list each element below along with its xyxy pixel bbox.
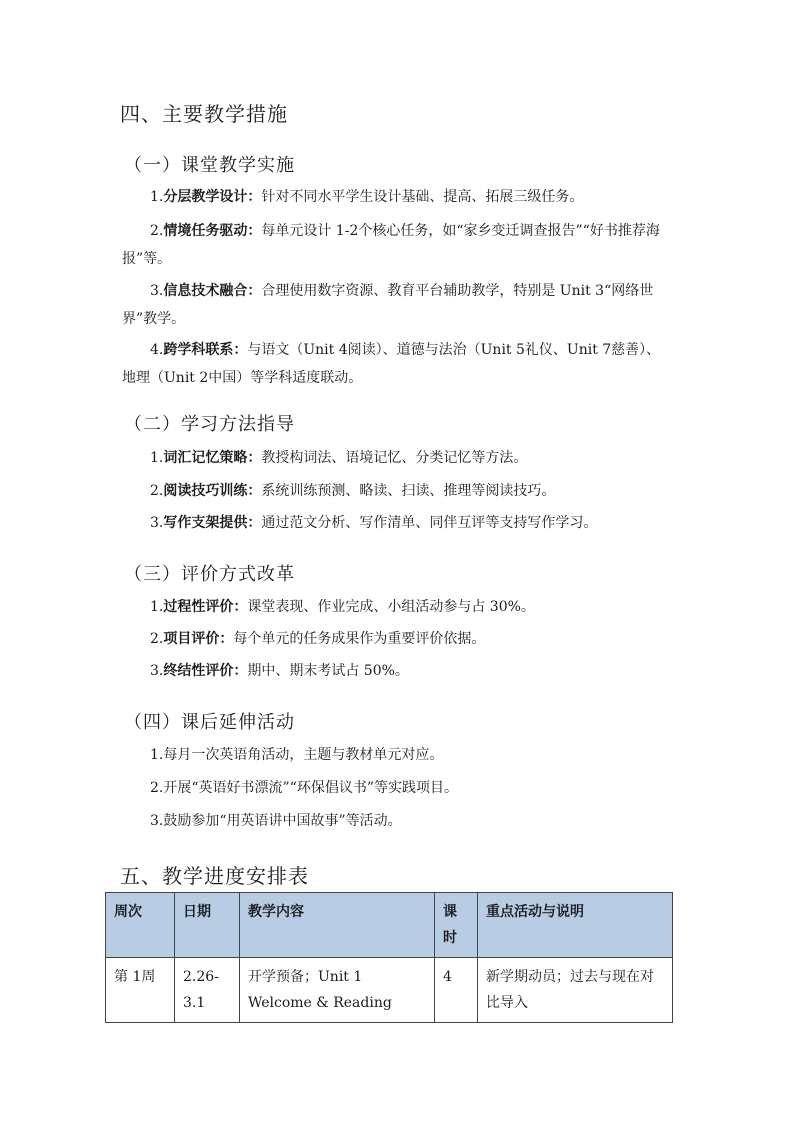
sub1-item-3: 3.信息技术融合：合理使用数字资源、教育平台辅助教学，特别是 Unit 3“网络世界”教学。 bbox=[122, 283, 654, 327]
item-label: 信息技术融合： bbox=[163, 283, 262, 299]
item-label: 分层教学设计： bbox=[163, 189, 262, 205]
item-label: 写作支架提供： bbox=[163, 515, 262, 531]
cell-content: 开学预备；Unit 1 Welcome & Reading bbox=[240, 958, 435, 1023]
sub1-item-1: 1.分层教学设计：针对不同水平学生设计基础、提高、拓展三级任务。 bbox=[150, 189, 584, 205]
sub4-item-1: 1.每月一次英语角活动，主题与教材单元对应。 bbox=[150, 747, 444, 763]
sub2-item-2: 2.阅读技巧训练：系统训练预测、略读、扫读、推理等阅读技巧。 bbox=[150, 483, 556, 499]
schedule-table bbox=[105, 892, 673, 1023]
sub4-item-3: 3.鼓励参加“用英语讲中国故事”等活动。 bbox=[150, 813, 402, 829]
sub2-title: （二）学习方法指导 bbox=[124, 414, 295, 435]
sub3-item-3: 3.终结性评价：期中、期末考试占 50%。 bbox=[150, 663, 409, 679]
item-label: 项目评价： bbox=[163, 631, 234, 647]
sub3-item-1: 1.过程性评价：课堂表现、作业完成、小组活动参与占 30%。 bbox=[150, 599, 535, 615]
cell-week: 第 1周 bbox=[106, 958, 175, 1023]
section4-title: 四、主要教学措施 bbox=[120, 102, 288, 126]
sub1-item-2: 2.情境任务驱动：每单元设计 1-2个核心任务，如“家乡变迁调查报告”“好书推荐海报”等。 bbox=[122, 223, 660, 267]
sub3-title: （三）评价方式改革 bbox=[124, 564, 295, 585]
header-hours: 课时 bbox=[435, 893, 478, 958]
section5-title: 五、教学进度安排表 bbox=[120, 864, 309, 888]
item-label: 终结性评价： bbox=[163, 663, 248, 679]
header-week: 周次 bbox=[106, 893, 175, 958]
table-row bbox=[106, 958, 673, 1023]
header-notes: 重点活动与说明 bbox=[478, 893, 673, 958]
sub1-item-4: 4.跨学科联系：与语文（Unit 4阅读）、道德与法治（Unit 5礼仪、Unit 7慈善）、地理（Unit 2中国）等学科适度联动。 bbox=[122, 342, 661, 386]
cell-date: 2.26-3.1 bbox=[175, 958, 240, 1023]
sub2-item-1: 1.词汇记忆策略：教授构词法、语境记忆、分类记忆等方法。 bbox=[150, 450, 528, 466]
header-content: 教学内容 bbox=[240, 893, 435, 958]
sub2-item-3: 3.写作支架提供：通过范文分析、写作清单、同伴互评等支持写作学习。 bbox=[150, 515, 598, 531]
cell-hours: 4 bbox=[435, 958, 478, 1023]
sub4-title: （四）课后延伸活动 bbox=[124, 712, 295, 733]
table-header-row bbox=[106, 893, 673, 958]
sub3-item-2: 2.项目评价：每个单元的任务成果作为重要评价依据。 bbox=[150, 631, 486, 647]
item-label: 情境任务驱动： bbox=[163, 223, 262, 239]
item-label: 词汇记忆策略： bbox=[163, 450, 262, 466]
item-label: 跨学科联系： bbox=[163, 342, 248, 358]
item-label: 阅读技巧训练： bbox=[163, 483, 262, 499]
item-label: 过程性评价： bbox=[163, 599, 248, 615]
header-date: 日期 bbox=[175, 893, 240, 958]
sub1-title: （一）课堂教学实施 bbox=[124, 155, 295, 176]
sub4-item-2: 2.开展“英语好书漂流”“环保倡议书”等实践项目。 bbox=[150, 780, 458, 796]
cell-notes: 新学期动员；过去与现在对比导入 bbox=[478, 958, 673, 1023]
